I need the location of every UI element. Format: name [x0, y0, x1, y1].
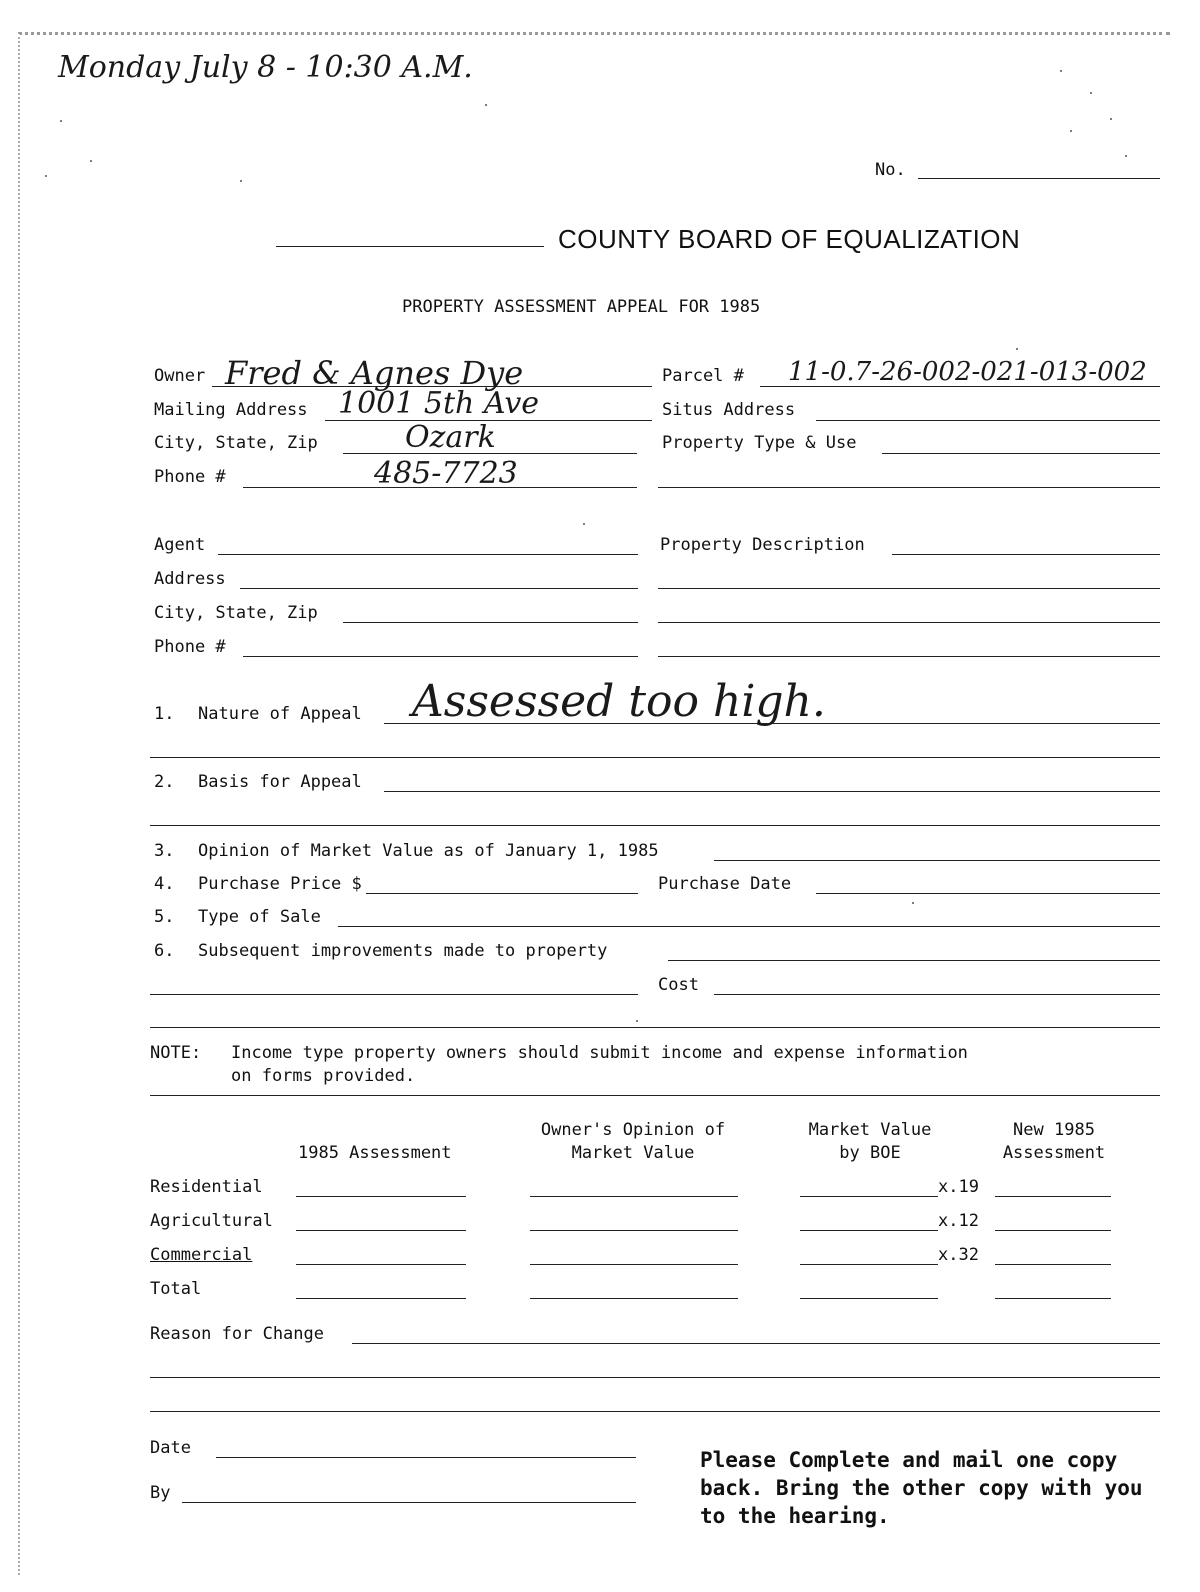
scan-speck — [1125, 155, 1127, 157]
scan-speck — [912, 902, 914, 904]
scan-speck — [583, 523, 585, 525]
row-label-residential: Residential — [150, 1177, 263, 1197]
col-market-value-boe-header-1: Market Value — [808, 1120, 932, 1140]
q3-label: Opinion of Market Value as of January 1, 1985 — [198, 841, 659, 861]
agent-phone-label: Phone # — [154, 637, 226, 657]
col-owner-opinion-header-2: Market Value — [571, 1143, 695, 1163]
scan-speck — [45, 175, 47, 177]
date-field[interactable] — [216, 1457, 636, 1458]
agent-address-label: Address — [154, 569, 226, 589]
owner-city-handwritten: Ozark — [405, 420, 496, 455]
property-description-field-2[interactable] — [658, 588, 1160, 589]
row-label-agricultural: Agricultural — [150, 1211, 273, 1231]
commercial-multiplier: x.32 — [938, 1245, 979, 1265]
row-label-commercial: Commercial — [150, 1245, 253, 1265]
scan-speck — [90, 160, 92, 162]
residential-boe-field[interactable] — [800, 1196, 938, 1197]
agricultural-new-field[interactable] — [995, 1230, 1111, 1231]
row-label-total: Total — [150, 1279, 202, 1299]
q5-number: 5. — [154, 907, 175, 927]
basis-for-appeal-field-2[interactable] — [150, 825, 1160, 826]
cost-label: Cost — [658, 975, 699, 995]
residential-1985-field[interactable] — [296, 1196, 466, 1197]
total-new-field[interactable] — [995, 1298, 1111, 1299]
mailing-instructions: Please Complete and mail one copy back. Bring the other copy with you to the hearing. — [700, 1448, 1143, 1528]
county-name-field[interactable] — [276, 246, 544, 247]
parcel-label: Parcel # — [662, 366, 744, 386]
agent-city-label: City, State, Zip — [154, 603, 318, 623]
q4-number: 4. — [154, 874, 175, 894]
commercial-owner-opinion-field[interactable] — [530, 1264, 738, 1265]
q2-label: Basis for Appeal — [198, 772, 362, 792]
residential-new-field[interactable] — [995, 1196, 1111, 1197]
purchase-date-label: Purchase Date — [658, 874, 792, 894]
agricultural-owner-opinion-field[interactable] — [530, 1230, 738, 1231]
mailing-address-label: Mailing Address — [154, 400, 308, 420]
mailing-address-handwritten: 1001 5th Ave — [338, 386, 540, 421]
col-owner-opinion-header-1: Owner's Opinion of — [540, 1120, 726, 1140]
owner-phone-label: Phone # — [154, 467, 226, 487]
scan-speck — [1110, 118, 1112, 120]
situs-address-field[interactable] — [816, 420, 1160, 421]
agent-address-field[interactable] — [240, 588, 638, 589]
scan-speck — [1070, 130, 1072, 132]
col-market-value-boe-header-2: by BOE — [839, 1143, 901, 1163]
q6-label: Subsequent improvements made to property — [198, 941, 608, 961]
improvements-field-3[interactable] — [150, 1027, 1160, 1028]
agent-label: Agent — [154, 535, 206, 555]
reason-for-change-field[interactable] — [352, 1343, 1160, 1344]
agent-field[interactable] — [218, 554, 638, 555]
agent-phone-field[interactable] — [243, 656, 638, 657]
q4-label: Purchase Price $ — [198, 874, 362, 894]
col-new-assessment-header-1: New 1985 — [1013, 1120, 1095, 1140]
improvements-field[interactable] — [668, 960, 1160, 961]
by-label: By — [150, 1483, 171, 1503]
reason-for-change-label: Reason for Change — [150, 1324, 324, 1344]
number-field[interactable] — [918, 178, 1160, 179]
date-label: Date — [150, 1438, 191, 1458]
agricultural-1985-field[interactable] — [296, 1230, 466, 1231]
property-description-label: Property Description — [660, 535, 865, 555]
purchase-price-field[interactable] — [366, 893, 638, 894]
by-field[interactable] — [182, 1502, 636, 1503]
scan-speck — [636, 1020, 638, 1022]
form-title: COUNTY BOARD OF EQUALIZATION — [558, 224, 1021, 254]
agricultural-boe-field[interactable] — [800, 1230, 938, 1231]
col-1985-assessment-header: 1985 Assessment — [298, 1143, 452, 1163]
scan-speck — [485, 104, 487, 106]
nature-of-appeal-handwritten: Assessed too high. — [412, 676, 826, 727]
scan-speck — [1016, 348, 1018, 350]
cost-field[interactable] — [714, 994, 1160, 995]
agent-city-field[interactable] — [343, 622, 638, 623]
nature-of-appeal-field-2[interactable] — [150, 757, 1160, 758]
property-description-field-3[interactable] — [658, 622, 1160, 623]
total-boe-field[interactable] — [800, 1298, 938, 1299]
residential-owner-opinion-field[interactable] — [530, 1196, 738, 1197]
property-description-field-4[interactable] — [658, 656, 1160, 657]
owner-city-label: City, State, Zip — [154, 433, 318, 453]
total-owner-opinion-field[interactable] — [530, 1298, 738, 1299]
market-value-opinion-field[interactable] — [714, 860, 1160, 861]
total-1985-field[interactable] — [296, 1298, 466, 1299]
q6-number: 6. — [154, 941, 175, 961]
note-line-1: Income type property owners should submit income and expense information — [231, 1043, 968, 1063]
owner-label: Owner — [154, 366, 206, 386]
note-line-2: on forms provided. — [231, 1066, 416, 1086]
agricultural-multiplier: x.12 — [938, 1211, 979, 1231]
property-type-label: Property Type & Use — [662, 433, 857, 453]
parcel-handwritten: 11-0.7-26-002-021-013-002 — [788, 357, 1147, 387]
property-description-field[interactable] — [892, 554, 1160, 555]
scan-speck — [1090, 92, 1092, 94]
q3-number: 3. — [154, 841, 175, 861]
reason-for-change-field-3[interactable] — [150, 1411, 1160, 1412]
owner-phone-handwritten: 485-7723 — [374, 456, 518, 491]
q1-label: Nature of Appeal — [198, 704, 362, 724]
col-new-assessment-header-2: Assessment — [1002, 1143, 1106, 1163]
scan-speck — [60, 120, 62, 122]
situs-address-label: Situs Address — [662, 400, 796, 420]
number-label: No. — [875, 160, 906, 180]
q5-label: Type of Sale — [198, 907, 321, 927]
owner-handwritten: Fred & Agnes Dye — [225, 354, 524, 392]
commercial-new-field[interactable] — [995, 1264, 1111, 1265]
q2-number: 2. — [154, 772, 175, 792]
handwritten-date-note: Monday July 8 - 10:30 A.M. — [58, 50, 473, 85]
type-of-sale-field[interactable] — [338, 926, 1160, 927]
commercial-boe-field[interactable] — [800, 1264, 938, 1265]
note-divider — [150, 1095, 1160, 1096]
property-type-field[interactable] — [882, 453, 1160, 454]
property-type-field-2[interactable] — [658, 487, 1160, 488]
improvements-field-2[interactable] — [150, 994, 638, 995]
scan-speck — [1060, 70, 1062, 72]
reason-for-change-field-2[interactable] — [150, 1377, 1160, 1378]
residential-multiplier: x.19 — [938, 1177, 979, 1197]
q1-number: 1. — [154, 704, 175, 724]
form-subtitle: PROPERTY ASSESSMENT APPEAL FOR 1985 — [402, 297, 761, 317]
purchase-date-field[interactable] — [816, 893, 1160, 894]
basis-for-appeal-field[interactable] — [384, 791, 1160, 792]
note-label: NOTE: — [150, 1043, 202, 1063]
commercial-1985-field[interactable] — [296, 1264, 466, 1265]
scan-speck — [240, 180, 242, 182]
